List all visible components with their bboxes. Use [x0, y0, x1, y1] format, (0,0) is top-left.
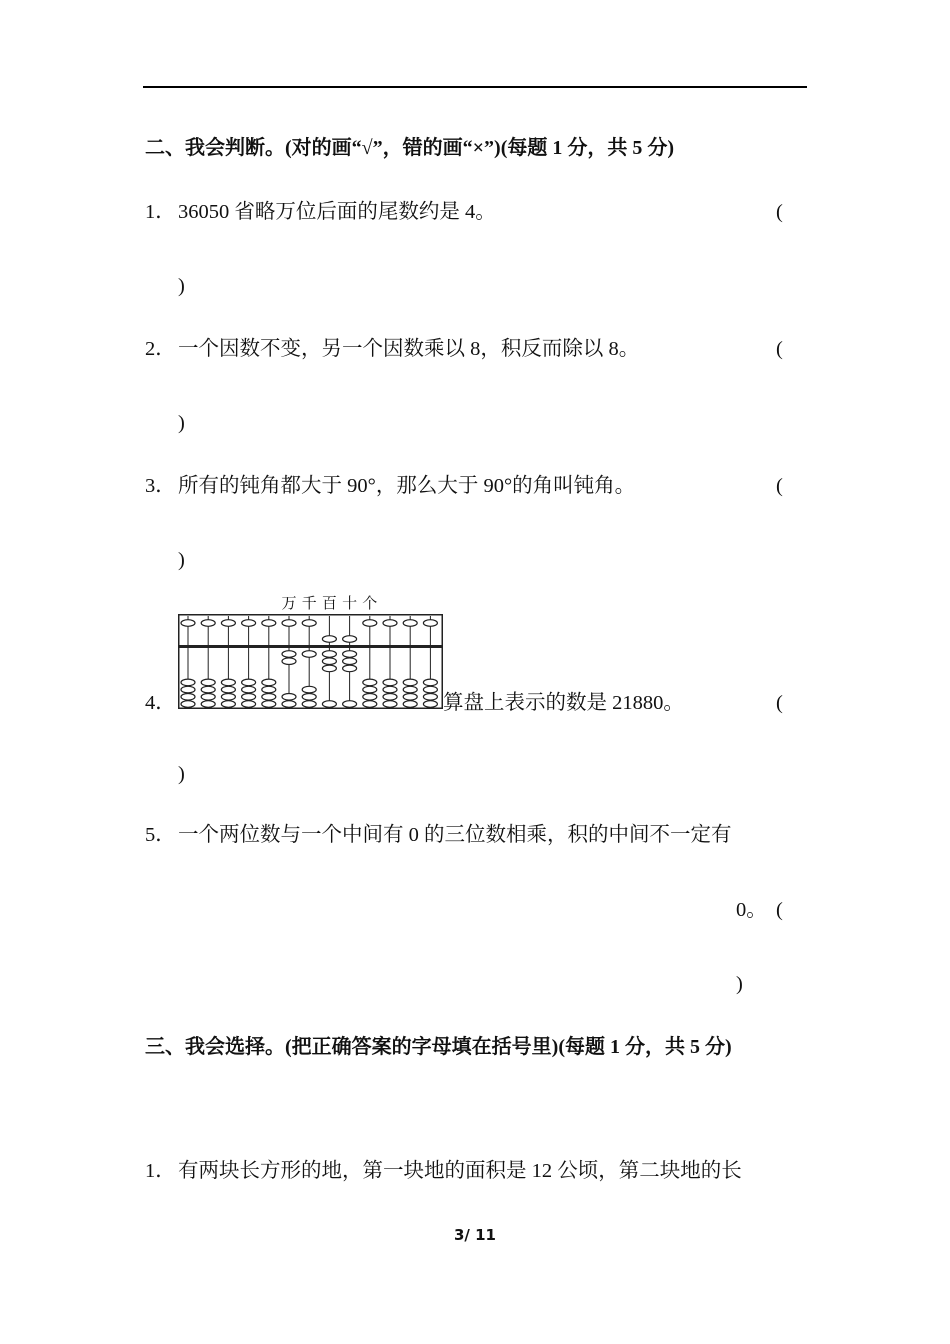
abacus-lower-bead — [242, 686, 256, 693]
abacus-lower-bead — [181, 701, 195, 708]
item-2-number: 2． — [145, 338, 176, 360]
abacus-lower-bead — [302, 694, 316, 701]
abacus-upper-bead — [181, 620, 195, 627]
abacus-lower-bead — [383, 686, 397, 693]
abacus-upper-bead — [221, 620, 235, 627]
abacus-lower-bead — [282, 701, 296, 708]
abacus-lower-bead — [383, 694, 397, 701]
abacus-lower-bead — [262, 694, 276, 701]
abacus-image — [178, 593, 444, 713]
s3-item-1-number: 1． — [145, 1160, 176, 1182]
abacus-upper-bead — [322, 636, 336, 643]
abacus-lower-bead — [221, 694, 235, 701]
abacus-lower-bead — [322, 665, 336, 672]
item-4-text: 算盘上表示的数是 21880。 — [443, 692, 684, 714]
item-2-text: 一个因数不变，另一个因数乘以 8，积反而除以 8。 — [178, 338, 640, 360]
abacus-upper-bead — [363, 620, 377, 627]
item-1-number: 1． — [145, 201, 176, 223]
abacus-lower-bead — [363, 694, 377, 701]
abacus-upper-bead — [302, 620, 316, 627]
abacus-lower-bead — [221, 686, 235, 693]
abacus-place-label: 万 — [281, 596, 297, 612]
abacus-lower-bead — [363, 686, 377, 693]
abacus-lower-bead — [343, 658, 357, 665]
abacus-lower-bead — [343, 651, 357, 658]
abacus-place-label: 百 — [321, 596, 337, 612]
abacus-lower-bead — [423, 694, 437, 701]
abacus-lower-bead — [242, 701, 256, 708]
item-3-open-paren: ( — [776, 475, 783, 497]
abacus-lower-bead — [242, 679, 256, 686]
abacus-upper-bead — [262, 620, 276, 627]
item-3-number: 3． — [145, 475, 176, 497]
abacus-lower-bead — [181, 686, 195, 693]
section-2-heading: 二、我会判断。(对的画“√”，错的画“×”)(每题 1 分，共 5 分) — [145, 137, 675, 159]
abacus-lower-bead — [423, 686, 437, 693]
abacus-lower-bead — [221, 679, 235, 686]
abacus-lower-bead — [343, 701, 357, 708]
item-5-text: 一个两位数与一个中间有 0 的三位数相乘，积的中间不一定有 — [178, 824, 732, 846]
abacus-lower-bead — [363, 701, 377, 708]
item-4-open-paren: ( — [776, 692, 783, 714]
abacus-upper-bead — [403, 620, 417, 627]
item-4-number: 4． — [145, 692, 176, 714]
abacus-lower-bead — [201, 694, 215, 701]
item-4-close-paren: ) — [178, 763, 185, 785]
abacus-upper-bead — [201, 620, 215, 627]
abacus-lower-bead — [201, 686, 215, 693]
abacus-lower-bead — [403, 694, 417, 701]
abacus-lower-bead — [423, 701, 437, 708]
abacus-lower-bead — [383, 701, 397, 708]
abacus-lower-bead — [221, 701, 235, 708]
header-rule — [143, 86, 807, 88]
item-5-continuation: 0。 — [736, 899, 767, 921]
abacus-lower-bead — [262, 701, 276, 708]
item-2-open-paren: ( — [776, 338, 783, 360]
item-3-text: 所有的钝角都大于 90°，那么大于 90°的角叫钝角。 — [178, 475, 636, 497]
abacus-lower-bead — [282, 651, 296, 658]
abacus-lower-bead — [242, 694, 256, 701]
abacus-place-label: 十 — [342, 596, 358, 612]
item-3-close-paren: ) — [178, 549, 185, 571]
abacus-upper-bead — [343, 636, 357, 643]
abacus-lower-bead — [403, 686, 417, 693]
abacus-lower-bead — [282, 694, 296, 701]
abacus-upper-bead — [242, 620, 256, 627]
abacus-lower-bead — [302, 651, 316, 658]
abacus-beam — [178, 645, 443, 648]
abacus-lower-bead — [343, 665, 357, 672]
item-5-number: 5． — [145, 824, 176, 846]
abacus-lower-bead — [403, 701, 417, 708]
abacus-lower-bead — [423, 679, 437, 686]
section-3-heading: 三、我会选择。(把正确答案的字母填在括号里)(每题 1 分，共 5 分) — [145, 1036, 732, 1058]
abacus-lower-bead — [282, 658, 296, 665]
item-5-close-paren: ) — [736, 973, 743, 995]
abacus-lower-bead — [302, 701, 316, 708]
abacus-lower-bead — [403, 679, 417, 686]
s3-item-1-text: 有两块长方形的地，第一块地的面积是 12 公顷，第二块地的长 — [178, 1160, 742, 1182]
item-5-open-paren: ( — [776, 899, 783, 921]
abacus-place-label: 千 — [301, 596, 317, 612]
abacus-lower-bead — [322, 658, 336, 665]
abacus-lower-bead — [322, 701, 336, 708]
abacus-lower-bead — [383, 679, 397, 686]
page-number: 3/ 11 — [453, 1226, 496, 1244]
abacus-lower-bead — [201, 701, 215, 708]
abacus-lower-bead — [322, 651, 336, 658]
abacus-lower-bead — [262, 679, 276, 686]
abacus-lower-bead — [302, 686, 316, 693]
abacus-lower-bead — [363, 679, 377, 686]
abacus-upper-bead — [282, 620, 296, 627]
abacus-place-label: 个 — [362, 596, 378, 612]
item-1-close-paren: ) — [178, 275, 185, 297]
abacus-lower-bead — [201, 679, 215, 686]
abacus-upper-bead — [423, 620, 437, 627]
abacus-lower-bead — [262, 686, 276, 693]
abacus-upper-bead — [383, 620, 397, 627]
abacus-lower-bead — [181, 694, 195, 701]
item-1-text: 36050 省略万位后面的尾数约是 4。 — [178, 201, 496, 223]
abacus-lower-bead — [181, 679, 195, 686]
item-1-open-paren: ( — [776, 201, 783, 223]
item-2-close-paren: ) — [178, 412, 185, 434]
